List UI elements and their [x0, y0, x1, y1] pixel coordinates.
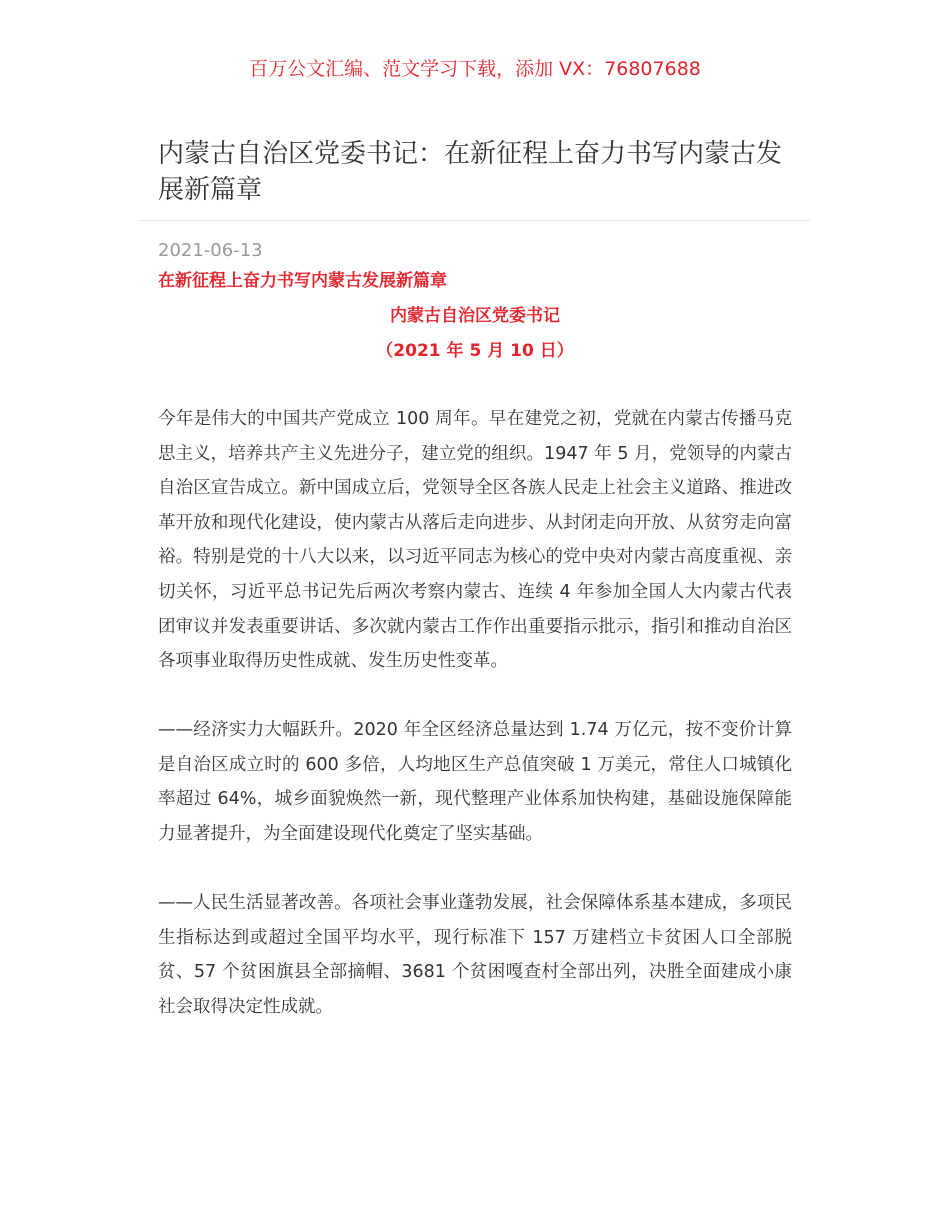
- article-title: 内蒙古自治区党委书记：在新征程上奋力书写内蒙古发展新篇章: [158, 139, 783, 205]
- body-paragraph: ——人民生活显著改善。各项社会事业蓬勃发展，社会保障体系基本建成，多项民生指标达到或超过全国平均水平，现行标准下 157 万建档立卡贫困人口全部脱贫、57 个贫困旗县全部摘帽、3681 个贫困嘎查村全部出列，决胜全面建成小康社会取得决定性成就。: [158, 893, 792, 1017]
- article-subtitle: 在新征程上奋力书写内蒙古发展新篇章: [158, 271, 447, 291]
- speech-date: （2021 年 5 月 10 日）: [376, 341, 574, 361]
- publish-date: 2021-06-13: [158, 240, 263, 261]
- body-paragraph: 今年是伟大的中国共产党成立 100 周年。早在建党之初，党就在内蒙古传播马克思主义，培养共产主义先进分子，建立党的组织。1947 年 5 月，党领导的内蒙古自治区宣告成立。新中国成立后，党领导全区各族人民走上社会主义道路、推进改革开放和现代化建设，使内蒙古从落后走向进步、从封闭走向开放、从贫穷走向富裕。特别是党的十八大以来，以习近平同志为核心的党中央对内蒙古高度重视、亲切关怀，习近平总书记先后两次考察内蒙古、连续 4 年参加全国人大内蒙古代表团审议并发表重要讲话、多次就内蒙古工作作出重要指示批示，指引和推动自治区各项事业取得历史性成就、发生历史性变革。: [158, 409, 792, 672]
- title-divider: [140, 220, 810, 221]
- body-paragraph: ——经济实力大幅跃升。2020 年全区经济总量达到 1.74 万亿元，按不变价计算是自治区成立时的 600 多倍，人均地区生产总值突破 1 万美元，常住人口城镇化率超过 64%，城乡面貌焕然一新，现代整理产业体系加快构建，基础设施保障能力显著提升，为全面建设现代化奠定了坚实基础。: [158, 720, 792, 844]
- article-author: 内蒙古自治区党委书记: [390, 306, 560, 326]
- promo-banner: 百万公文汇编、范文学习下载，添加 VX：76807688: [249, 58, 701, 80]
